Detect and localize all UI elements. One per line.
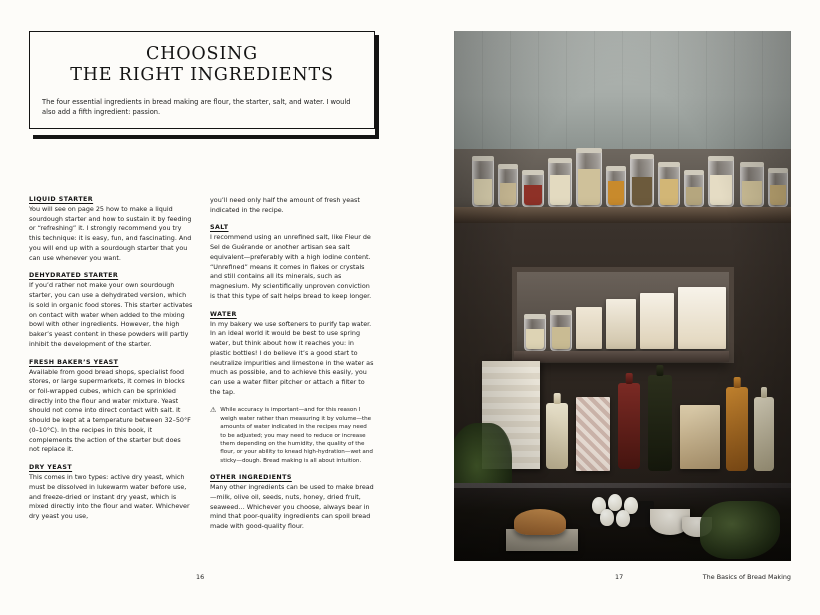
jar-top-5 xyxy=(576,151,602,207)
jar-top-3 xyxy=(522,173,544,207)
egg-5 xyxy=(616,510,630,527)
bottle-1 xyxy=(546,403,568,469)
jar-contents xyxy=(660,179,678,205)
jar-contents xyxy=(550,175,570,205)
flour-bag-3 xyxy=(640,293,674,349)
section-heading-liquid-starter: LIQUID STARTER xyxy=(29,196,94,203)
right-page xyxy=(410,0,820,615)
jar-top-4 xyxy=(548,161,572,207)
jar-top-7 xyxy=(630,157,654,207)
page-title-line-2: THE RIGHT INGREDIENTS xyxy=(70,65,334,86)
jar-lid xyxy=(548,158,572,163)
title-box-shadow-right xyxy=(375,35,379,139)
wooden-crate xyxy=(680,405,720,469)
jar-lid xyxy=(498,164,518,169)
chapter-subtitle: The four essential ingredients in bread making are flour, the starter, salt, and water. I would also add a fifth ingredient: passion. xyxy=(42,98,351,117)
egg-4 xyxy=(600,509,614,526)
jar-lid xyxy=(472,156,494,161)
jar-contents xyxy=(608,181,624,205)
section-body-other-ingredients: Many other ingredients can be used to make bread—milk, olive oil, seeds, nuts, honey, dried fruit, seaweed… Whichever you choose, always bear in mind that poor-quality ingredients can spoil bread made with good-quality flour. xyxy=(210,483,374,531)
jar-top-1 xyxy=(472,159,494,207)
jar-top-2 xyxy=(498,167,518,207)
section-heading-other-ingredients: OTHER INGREDIENTS xyxy=(210,474,292,482)
section-body-liquid-starter: You will see on page 25 how to make a liquid sourdough starter and how to sustain it by feeding or “refreshing” it. I strongly recommend you try this technique: it is easy, fun, and fascinating. And you will end up with a sourdough starter that you can use whenever you want. xyxy=(29,205,192,262)
flour-bag-1 xyxy=(576,307,602,349)
herb-bunch-right xyxy=(700,501,780,559)
jar-lid xyxy=(606,166,626,171)
column-2 xyxy=(210,196,374,541)
jar-contents xyxy=(632,177,652,205)
column-1 xyxy=(29,196,193,541)
section-heading-salt: SALT xyxy=(210,224,229,232)
bottle-4 xyxy=(726,387,748,471)
jar-top-11 xyxy=(740,165,764,207)
section-heading-dehydrated-starter: DEHYDRATED STARTER xyxy=(29,272,119,280)
egg-2 xyxy=(608,494,622,511)
pantry-photo xyxy=(454,31,791,561)
jar-contents xyxy=(686,187,702,205)
bottle-5 xyxy=(754,397,774,471)
page-title-line-1: CHOOSING xyxy=(146,44,258,64)
jar-lid xyxy=(630,154,654,159)
accuracy-callout-text: While accuracy is important—and for this reason I weigh water rather than measuring it by volume—the amounts of water indicated in the recipes may need to be adjusted; you may need to reduce or increase them depending on the humidity, the quality of the flour, or your ability to knead high-hydration—wet and sticky—dough. Bread making is all about intuition. xyxy=(220,407,373,464)
jar-lid xyxy=(550,310,572,315)
bottle-neck xyxy=(554,393,561,404)
photo-upper-shelf xyxy=(454,207,791,223)
accuracy-callout xyxy=(210,406,374,465)
warning-icon: ⚠ xyxy=(210,406,217,415)
jar-contents xyxy=(578,169,600,205)
jar-contents xyxy=(742,181,762,205)
section-body-fresh-bakers-yeast: Available from good bread shops, specialist food stores, or large supermarkets, it comes in blocks or foil-wrapped cubes, which can be sprinkled directly into the flour and water mixture. Yeast should not come into direct contact with salt. It should be kept at a temperature between 32–50°F (0–10°C). In the recipes in this book, it complements the action of the starter but does not replace it. xyxy=(29,367,191,454)
jar-contents xyxy=(526,329,544,349)
body-columns xyxy=(29,196,375,541)
page-number-right: 17 xyxy=(615,573,624,581)
jar-contents xyxy=(524,185,542,205)
jar-contents xyxy=(710,175,732,205)
section-body-salt: I recommend using an unrefined salt, like Fleur de Sel de Guérande or another artisan sea salt equivalent—preferably with a high iodine content. “Unrefined” means it comes in flakes or crystals and still contains all its minerals, such as magnesium. My scientifically unproven conviction is that this type of salt helps bread to keep longer. xyxy=(210,233,372,300)
jar-contents xyxy=(474,179,492,205)
jar-contents xyxy=(500,183,516,205)
flour-bag-4 xyxy=(678,287,726,349)
bottle-neck xyxy=(656,365,663,376)
bottle-2 xyxy=(618,383,640,469)
jar-lid xyxy=(524,314,546,319)
bottle-neck xyxy=(734,377,741,388)
jar-top-12 xyxy=(768,171,788,207)
section-heading-fresh-bakers-yeast: FRESH BAKER’S YEAST xyxy=(29,358,119,366)
section-body-dry-yeast-continued: you’ll need only half the amount of fresh yeast indicated in the recipe. xyxy=(210,196,360,214)
section-heading-dry-yeast: DRY YEAST xyxy=(29,464,73,472)
bread-loaf xyxy=(514,509,566,535)
jar-lid xyxy=(658,162,680,167)
jar-top-10 xyxy=(708,159,734,207)
page-number-left: 16 xyxy=(196,573,205,581)
running-head: The Basics of Bread Making xyxy=(702,573,791,581)
bottle-neck xyxy=(626,373,633,384)
photo-mid-shelf xyxy=(514,351,729,362)
jar-mid-2 xyxy=(550,313,572,351)
section-body-dry-yeast: This comes in two types: active dry yeast, which must be dissolved in lukewarm water before use, and freeze-dried or instant dry yeast, which is mixed directly into the flour and water. Whichever dry yeast you use, xyxy=(29,473,190,521)
bottle-neck xyxy=(761,387,767,398)
chapter-subtitle-box xyxy=(29,88,375,129)
flour-bag-2 xyxy=(606,299,636,349)
section-body-water: In my bakery we use softeners to purify tap water. In an ideal world it would be best to use spring water, but think about how it reaches you: in plastic bottles! I do believe it’s a good start to neutralize impurities and limestone in the water as much as possible, and to achieve this easily, you can use a water filter pitcher or attach a filter to the tap. xyxy=(210,319,374,396)
jar-top-9 xyxy=(684,173,704,207)
jar-top-6 xyxy=(606,169,626,207)
jar-lid xyxy=(768,168,788,173)
section-heading-water: WATER xyxy=(210,310,237,318)
jar-lid xyxy=(522,170,544,175)
jar-lid xyxy=(684,170,704,175)
jar-lid xyxy=(576,148,602,153)
jar-top-8 xyxy=(658,165,680,207)
patterned-box xyxy=(576,397,610,471)
title-box-shadow-bottom xyxy=(33,135,379,139)
section-body-dehydrated-starter: If you’d rather not make your own sourdough starter, you can use a dehydrated version, which is sold in organic food stores. This starter activates on contact with water when added to the mixing bowl with other ingredients. However, the high baker’s yeast content in these powders will partly inhibit the development of the starter. xyxy=(29,281,193,348)
photo-upper-tiles xyxy=(454,31,791,149)
jar-mid-1 xyxy=(524,317,546,351)
jar-contents xyxy=(770,185,786,205)
jar-lid xyxy=(708,156,734,161)
jar-lid xyxy=(740,162,764,167)
jar-contents xyxy=(552,327,570,349)
bottle-3 xyxy=(648,375,672,471)
